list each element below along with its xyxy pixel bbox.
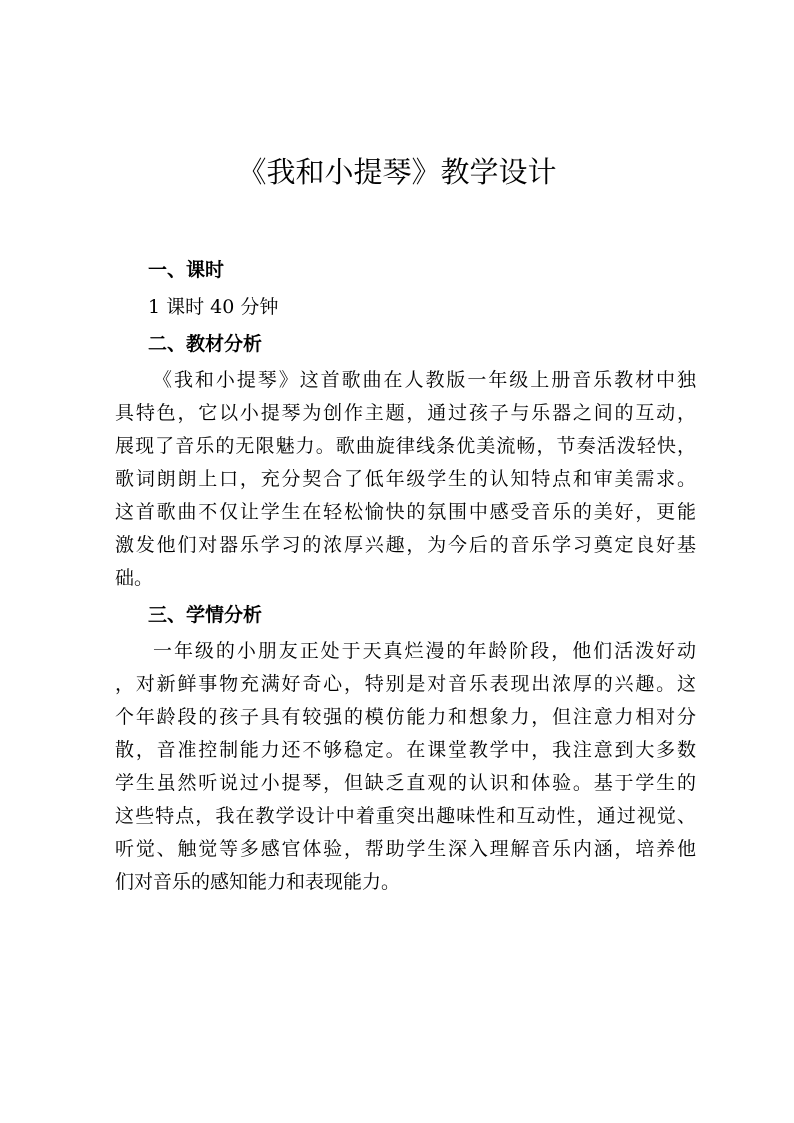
paragraph-line: 歌词朗朗上口，充分契合了低年级学生的认知特点和审美需求。	[115, 468, 696, 490]
paragraph-line: 具特色，它以小提琴为创作主题，通过孩子与乐器之间的互动，	[115, 402, 696, 424]
section-heading-textbook-analysis: 二、教材分析	[148, 333, 263, 355]
paragraph-line: 学生虽然听说过小提琴，但缺乏直观的认识和体验。基于学生的	[115, 772, 696, 794]
paragraph-line: 一年级的小朋友正处于天真烂漫的年龄阶段，他们活泼好动	[153, 640, 696, 662]
document-body	[115, 254, 696, 899]
section-heading-student-analysis: 三、学情分析	[148, 604, 263, 626]
paragraph-line: 听觉、触觉等多感官体验，帮助学生深入理解音乐内涵，培养他	[115, 838, 696, 860]
section-heading-class-hours: 一、课时	[148, 259, 225, 281]
paragraph-line: 展现了音乐的无限魅力。歌曲旋律线条优美流畅，节奏活泼轻快，	[115, 435, 696, 457]
paragraph-line: 激发他们对器乐学习的浓厚兴趣，为今后的音乐学习奠定良好基	[115, 534, 696, 556]
document-title: 《我和小提琴》教学设计	[237, 155, 557, 189]
student-analysis-paragraph	[115, 635, 696, 899]
paragraph-line: 散，音准控制能力还不够稳定。在课堂教学中，我注意到大多数	[115, 739, 696, 761]
paragraph-line: 个年龄段的孩子具有较强的模仿能力和想象力，但注意力相对分	[115, 706, 696, 728]
paragraph-line: 础。	[115, 567, 154, 589]
class-hours-text: 1 课时 40 分钟	[148, 296, 279, 318]
paragraph-line: 们对音乐的感知能力和表现能力。	[115, 871, 401, 893]
paragraph-line: 《我和小提琴》这首歌曲在人教版一年级上册音乐教材中独	[153, 369, 696, 391]
textbook-analysis-paragraph	[115, 364, 696, 595]
paragraph-line: ，对新鲜事物充满好奇心，特别是对音乐表现出浓厚的兴趣。这	[115, 673, 696, 695]
paragraph-line: 这首歌曲不仅让学生在轻松愉快的氛围中感受音乐的美好，更能	[115, 501, 696, 523]
paragraph-line: 这些特点，我在教学设计中着重突出趣味性和互动性，通过视觉、	[115, 805, 696, 827]
